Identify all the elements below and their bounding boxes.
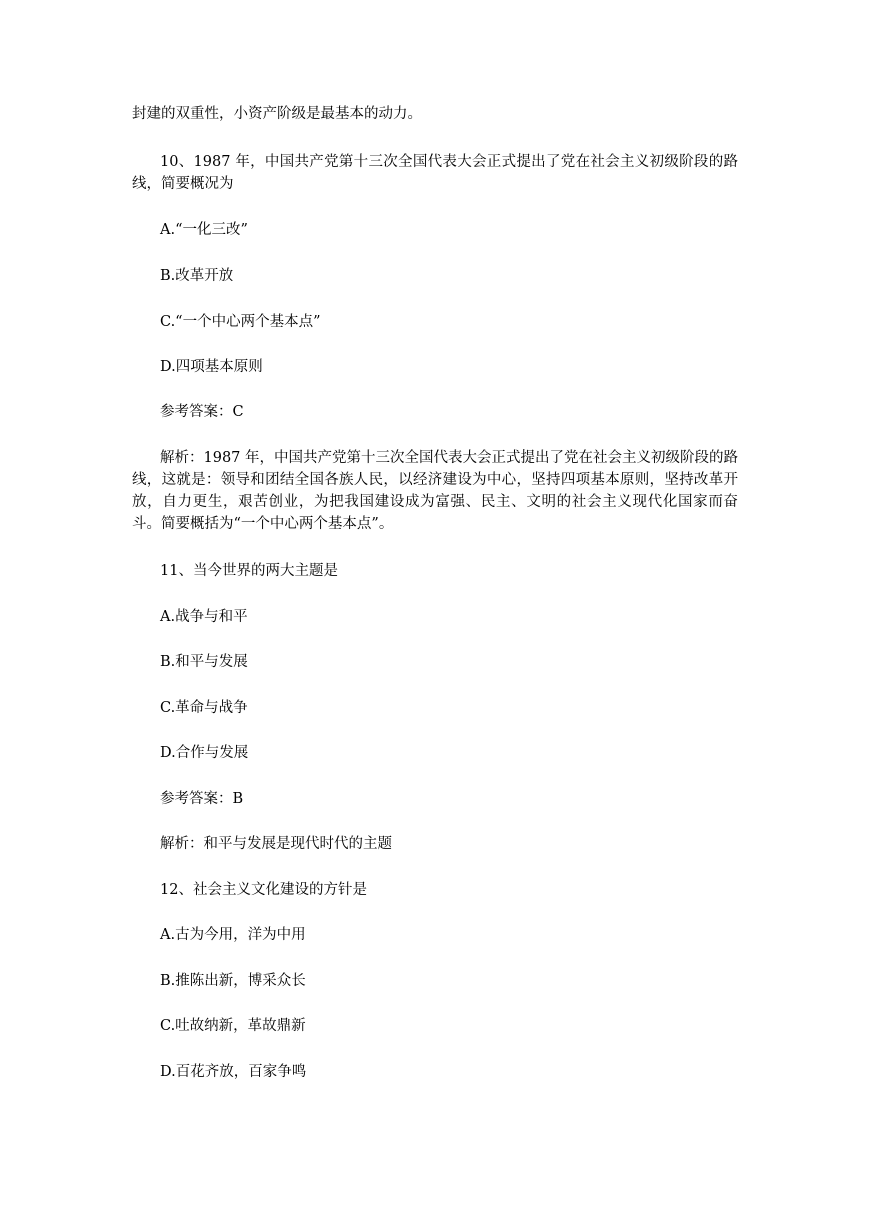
q10-answer: 参考答案：C: [160, 404, 244, 420]
q11-option-b: B.和平与发展: [160, 654, 248, 670]
q10-option-a: A.“一化三改”: [160, 222, 248, 238]
q10-stem: 10、1987 年，中国共产党第十三次全国代表大会正式提出了党在社会主义初级阶段的路线，简要概况为: [132, 154, 738, 192]
q10-option-c: C.“一个中心两个基本点”: [160, 314, 321, 330]
q11-option-a: A.战争与和平: [160, 609, 248, 625]
q12-option-a: A.古为今用，洋为中用: [160, 927, 306, 943]
q11-stem: 11、当今世界的两大主题是: [160, 563, 338, 579]
q11-option-d: D.合作与发展: [160, 745, 249, 761]
q11-answer: 参考答案：B: [160, 791, 244, 807]
q10-option-d: D.四项基本原则: [160, 359, 263, 375]
q12-option-b: B.推陈出新，博采众长: [160, 973, 306, 989]
q11-option-c: C.革命与战争: [160, 700, 248, 716]
q10-analysis: 解析：1987 年，中国共产党第十三次全国代表大会正式提出了党在社会主义初级阶段的路线，这就是：领导和团结全国各族人民，以经济建设为中心，坚持四项基本原则，坚持改革开放，自力更生，艰苦创业，为把我国建设成为富强、民主、文明的社会主义现代化国家而奋斗。简要概括为“一个中心两个基本点”。: [132, 450, 739, 532]
q12-option-c: C.吐故纳新，革故鼎新: [160, 1018, 306, 1034]
continuation-text: 封建的双重性，小资产阶级是最基本的动力。: [132, 106, 422, 122]
q11-analysis: 解析：和平与发展是现代时代的主题: [160, 836, 392, 852]
q12-option-d: D.百花齐放，百家争鸣: [160, 1064, 307, 1080]
q12-stem: 12、社会主义文化建设的方针是: [160, 882, 367, 898]
q10-option-b: B.改革开放: [160, 268, 234, 284]
